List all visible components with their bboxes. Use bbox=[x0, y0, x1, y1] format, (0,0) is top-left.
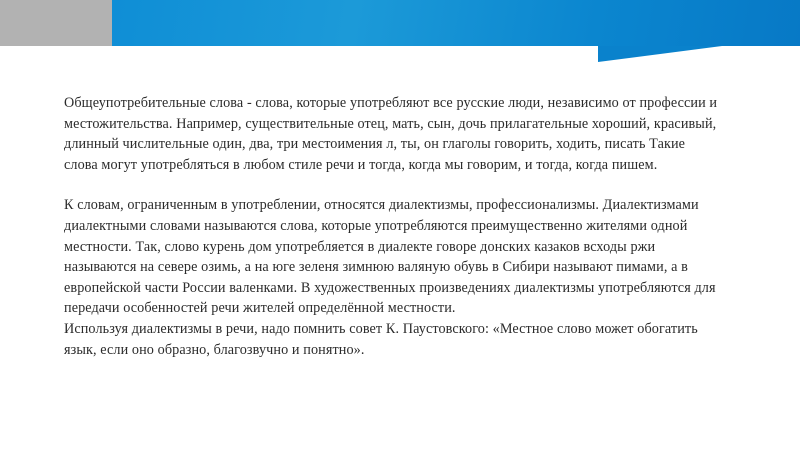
banner-gray-block bbox=[0, 0, 112, 46]
paragraph-paustovsky-quote: Используя диалектизмы в речи, надо помнить совет К. Паустовского: «Местное слово может обогатить язык, если оно образно, благозвучно и понятно». bbox=[64, 320, 698, 358]
slide-header-banner bbox=[0, 0, 800, 62]
banner-blue-block bbox=[112, 0, 800, 46]
paragraph-dialectisms: К словам, ограниченным в употреблении, относятся диалектизмы, профессионализмы. Диалектизмами диалектными словами называются слова, которые употребляются преимущественно жителями одной местности. Так, слово курень дом употребляется в диалекте говоре донских казаков всходы ржи называются на севере озимь, а на юге зеленя зимнюю валяную обувь в Сибири называют пимами, а в европейской части России валенками. В художественных произведениях диалектизмы употребляются для передачи особенностей речи жителей определённой местности. bbox=[64, 197, 716, 317]
paragraph-common-words: Общеупотребительные слова - слова, которые употребляют все русские люди, независимо от профессии и местожительства. Например, существительные отец, мать, сын, дочь прилагательные хороший, красивый, длинный числительные один, два, три местоимения л, ты, он глаголы говорить, ходить, писать Такие слова могут употребляться в любом стиле речи и тогда, когда мы говорим, и тогда, когда пишем. bbox=[64, 95, 718, 173]
banner-tail-shape bbox=[598, 46, 722, 62]
slide-body-text bbox=[64, 93, 719, 360]
